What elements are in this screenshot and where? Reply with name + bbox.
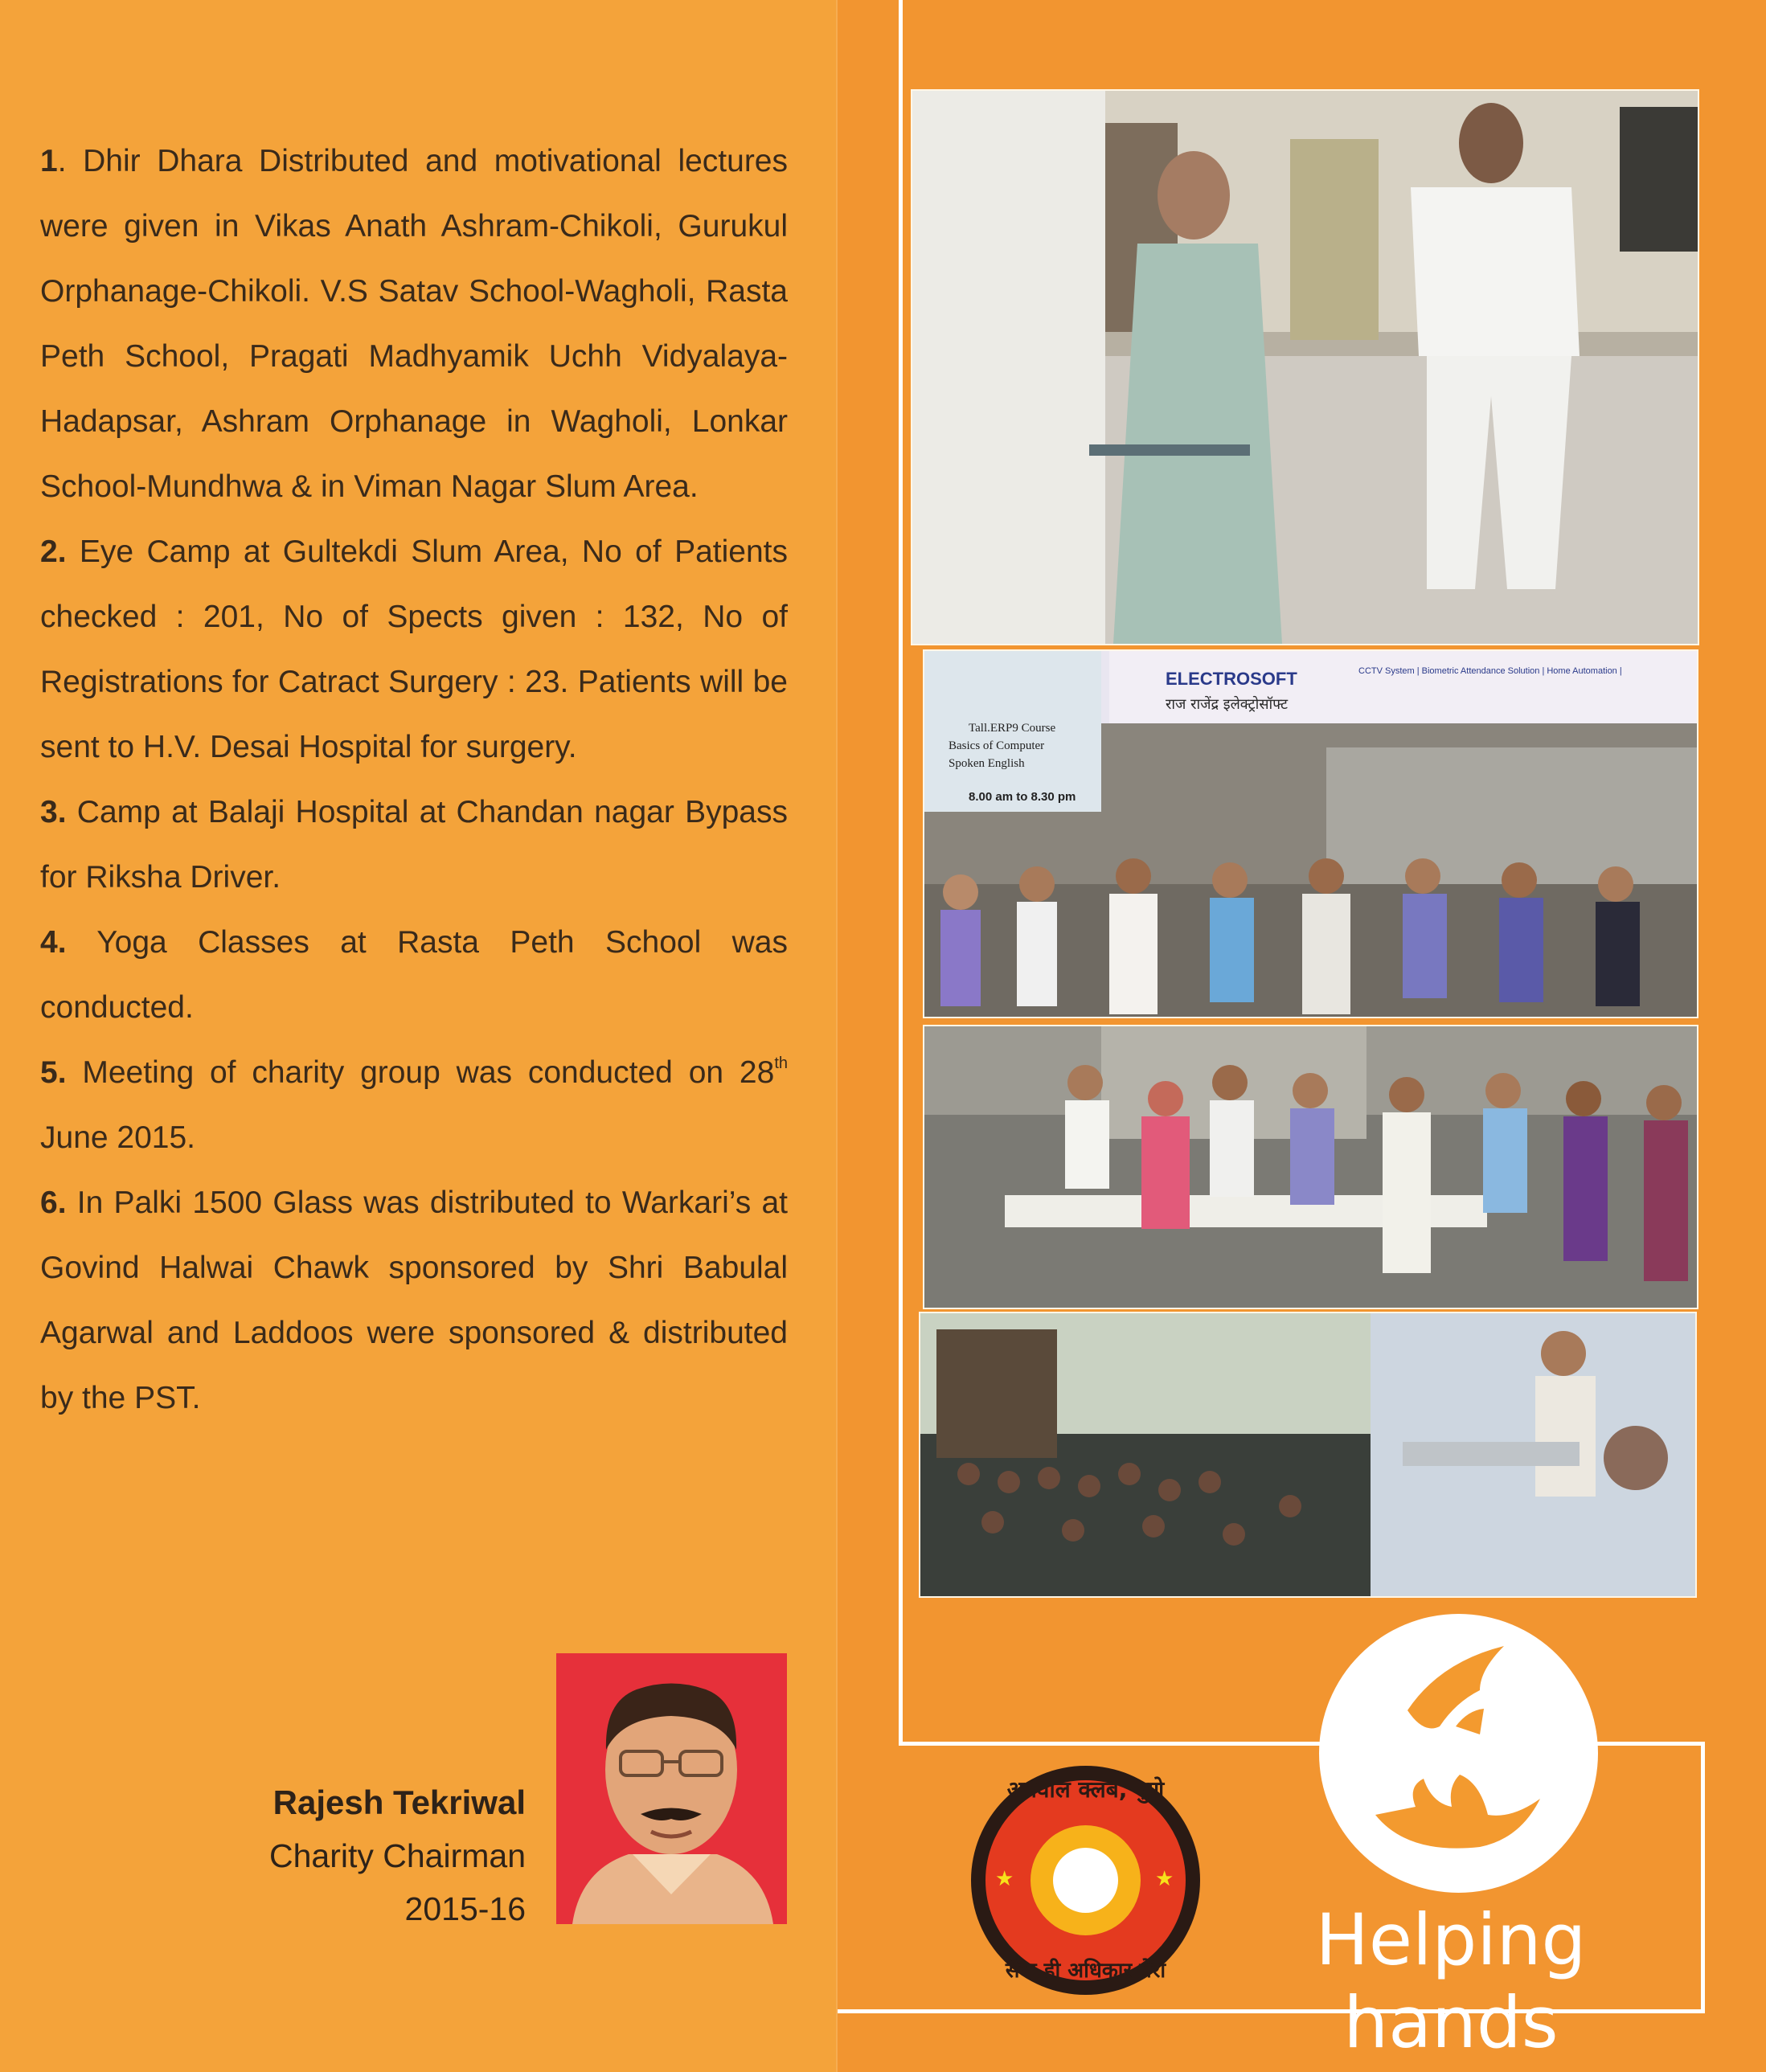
signature-name: Rajesh Tekriwal bbox=[272, 1783, 526, 1821]
frame-line-right bbox=[1701, 1742, 1705, 2013]
activity-item bbox=[40, 910, 788, 1040]
photo-2-illustration bbox=[924, 651, 1697, 1017]
activity-sup: th bbox=[774, 1054, 788, 1072]
helping-hands-icon bbox=[1319, 1614, 1598, 1893]
activity-item bbox=[40, 1170, 788, 1431]
emblem-bottom-text: सेवा ही अधिकार मेरा bbox=[1005, 1959, 1166, 1983]
activity-text: Yoga Classes at Rasta Peth School was conducted. bbox=[40, 925, 788, 1025]
photo-elderly-visitors bbox=[911, 89, 1699, 645]
sun-icon bbox=[1031, 1825, 1141, 1935]
activity-text: . Dhir Dhara Distributed and motivational lectures were given in Vikas Anath Ashram-Chikoli, Gurukul Orphanage-Chikoli. V.S Satav School-Wagholi, Rasta Peth School, Pragati Madhyamik Uchh Vidyalaya-Hadapsar, Ashram Orphanage in Wagholi, Lonkar School-Mundhwa & in Viman Nagar Slum Area. bbox=[40, 144, 788, 504]
activity-text: Eye Camp at Gultekdi Slum Area, No of Patients checked : 201, No of Spects given : 132, No of Registrations for Catract Surgery : 23. Patients will be sent to H.V. Desai Hospital for surgery. bbox=[40, 534, 788, 764]
photo-shop-distribution bbox=[923, 649, 1698, 1018]
activity-number: 4. bbox=[40, 925, 67, 960]
photo-glass-distribution bbox=[923, 1025, 1698, 1309]
activity-text: Meeting of charity group was conducted on 28 bbox=[66, 1055, 775, 1090]
emblem-top-text: अग्रवाल क्लब, पुणे bbox=[1006, 1776, 1165, 1803]
course-sign-3: Spoken English bbox=[949, 757, 1025, 770]
frame-line-top bbox=[899, 0, 903, 1744]
activity-text: June 2015. bbox=[40, 1120, 196, 1155]
activity-text: In Palki 1500 Glass was distributed to Warkari’s at Govind Halwai Chawk sponsored by Shri Babulal Agarwal and Laddoos were sponsored & distributed by the PST. bbox=[40, 1185, 788, 1415]
activity-number: 5. bbox=[40, 1055, 67, 1090]
frame-line-divider bbox=[836, 0, 838, 2072]
course-sign-1: Tall.ERP9 Course bbox=[969, 722, 1056, 735]
signature-role: Charity Chairman bbox=[269, 1837, 526, 1874]
activity-item bbox=[40, 129, 788, 519]
activity-number: 2. bbox=[40, 534, 67, 569]
signature-block bbox=[269, 1776, 526, 1935]
photo-children-classroom bbox=[919, 1312, 1697, 1598]
photo-4-illustration bbox=[920, 1313, 1695, 1596]
signature-year: 2015-16 bbox=[404, 1890, 526, 1927]
shop-services-sign: CCTV System | Biometric Attendance Solution | Home Automation | bbox=[1358, 666, 1622, 676]
activity-text: Camp at Balaji Hospital at Chandan nagar Bypass for Riksha Driver. bbox=[40, 795, 788, 895]
sun-core bbox=[1053, 1848, 1118, 1913]
activity-number: 3. bbox=[40, 795, 67, 829]
timing-sign: 8.00 am to 8.30 pm bbox=[969, 790, 1076, 804]
activity-number: 1 bbox=[40, 144, 58, 178]
activity-number: 6. bbox=[40, 1185, 67, 1220]
portrait-illustration bbox=[556, 1653, 787, 1924]
club-emblem-logo bbox=[971, 1766, 1200, 1995]
shop-name-sign: ELECTROSOFT bbox=[1166, 669, 1297, 689]
star-icon: ★ bbox=[1155, 1866, 1174, 1890]
activity-item bbox=[40, 1040, 788, 1170]
activities-list bbox=[40, 129, 788, 1431]
photo-3-illustration bbox=[924, 1026, 1697, 1308]
activity-item bbox=[40, 780, 788, 910]
activity-item bbox=[40, 519, 788, 780]
star-icon: ★ bbox=[995, 1866, 1014, 1890]
hands-illustration bbox=[1319, 1614, 1598, 1893]
tagline-text: Helping hands bbox=[1315, 1898, 1587, 2064]
shop-name-hindi-sign: राज राजेंद्र इलेक्ट्रोसॉफ्ट bbox=[1166, 696, 1289, 713]
course-sign-2: Basics of Computer bbox=[949, 739, 1045, 752]
portrait-photo bbox=[556, 1653, 787, 1924]
photo-1-illustration bbox=[912, 91, 1698, 644]
